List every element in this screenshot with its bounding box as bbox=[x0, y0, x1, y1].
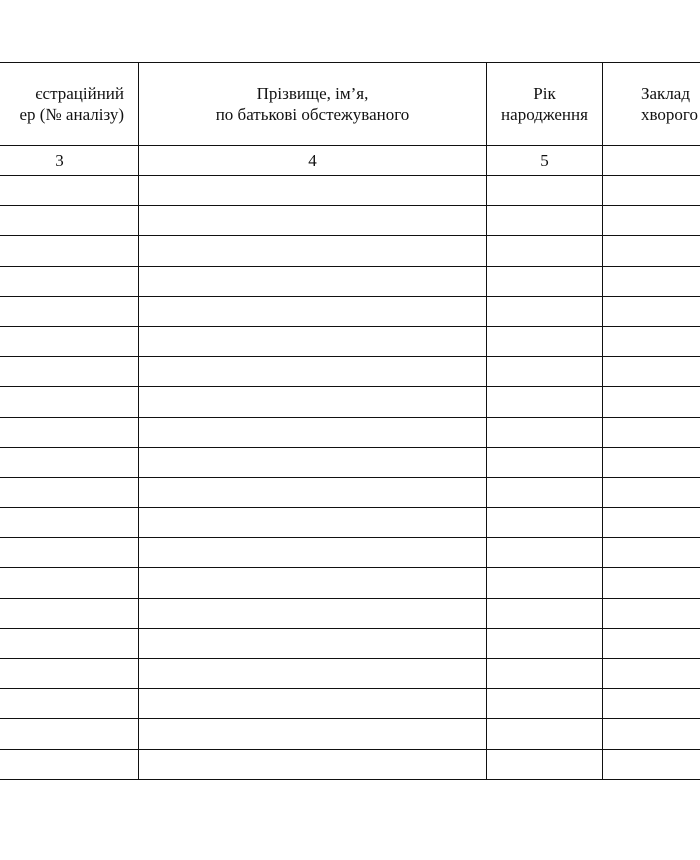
table-cell[interactable] bbox=[0, 296, 139, 326]
header-birth-year bbox=[487, 63, 603, 146]
table-cell[interactable] bbox=[487, 749, 603, 779]
table-row bbox=[0, 477, 700, 507]
table-cell[interactable] bbox=[603, 508, 700, 538]
table-cell[interactable] bbox=[603, 236, 700, 266]
register-table bbox=[0, 62, 700, 780]
header-row bbox=[0, 63, 700, 146]
table-cell[interactable] bbox=[0, 477, 139, 507]
table-cell[interactable] bbox=[487, 357, 603, 387]
column-number: 4 bbox=[139, 146, 487, 176]
table-row bbox=[0, 417, 700, 447]
table-cell[interactable] bbox=[139, 176, 487, 206]
table-row bbox=[0, 719, 700, 749]
table-row bbox=[0, 598, 700, 628]
table-cell[interactable] bbox=[139, 447, 487, 477]
header-line: єстраційний bbox=[35, 84, 124, 103]
table-cell[interactable] bbox=[139, 538, 487, 568]
table-cell[interactable] bbox=[0, 508, 139, 538]
table-cell[interactable] bbox=[487, 568, 603, 598]
table-cell[interactable] bbox=[139, 508, 487, 538]
table-cell[interactable] bbox=[603, 417, 700, 447]
table-cell[interactable] bbox=[487, 508, 603, 538]
table-cell[interactable] bbox=[139, 477, 487, 507]
table-cell[interactable] bbox=[487, 689, 603, 719]
table-row bbox=[0, 538, 700, 568]
table-cell[interactable] bbox=[603, 628, 700, 658]
table-row bbox=[0, 357, 700, 387]
table-row bbox=[0, 628, 700, 658]
table-cell[interactable] bbox=[487, 659, 603, 689]
table-cell[interactable] bbox=[487, 628, 603, 658]
header-line: Прізвище, ім’я, bbox=[256, 84, 369, 103]
table-cell[interactable] bbox=[603, 266, 700, 296]
table-cell[interactable] bbox=[487, 206, 603, 236]
table-row bbox=[0, 266, 700, 296]
column-number: 5 bbox=[487, 146, 603, 176]
table-cell[interactable] bbox=[487, 176, 603, 206]
table-cell[interactable] bbox=[139, 357, 487, 387]
table-cell[interactable] bbox=[0, 387, 139, 417]
header-line: хворого bbox=[641, 105, 698, 124]
table-cell[interactable] bbox=[487, 417, 603, 447]
header-line: Заклад bbox=[641, 84, 690, 103]
table-cell[interactable] bbox=[603, 749, 700, 779]
table-cell[interactable] bbox=[0, 176, 139, 206]
table-cell[interactable] bbox=[139, 719, 487, 749]
column-number-row bbox=[0, 146, 700, 176]
table-cell[interactable] bbox=[139, 598, 487, 628]
table-cell[interactable] bbox=[0, 266, 139, 296]
header-line: Рік bbox=[533, 84, 556, 103]
table-cell[interactable] bbox=[0, 357, 139, 387]
table-cell[interactable] bbox=[603, 206, 700, 236]
table-cell[interactable] bbox=[487, 326, 603, 356]
table-cell[interactable] bbox=[139, 296, 487, 326]
table-cell[interactable] bbox=[0, 236, 139, 266]
table-row bbox=[0, 206, 700, 236]
table-cell[interactable] bbox=[487, 387, 603, 417]
table-cell[interactable] bbox=[0, 598, 139, 628]
table-cell[interactable] bbox=[0, 206, 139, 236]
table-cell[interactable] bbox=[603, 447, 700, 477]
table-cell[interactable] bbox=[603, 538, 700, 568]
table-cell[interactable] bbox=[139, 628, 487, 658]
table-cell[interactable] bbox=[603, 568, 700, 598]
table-cell[interactable] bbox=[603, 477, 700, 507]
table-cell[interactable] bbox=[139, 206, 487, 236]
table-cell[interactable] bbox=[487, 296, 603, 326]
table-cell[interactable] bbox=[487, 598, 603, 628]
table-row bbox=[0, 176, 700, 206]
table-cell[interactable] bbox=[487, 477, 603, 507]
table-row bbox=[0, 236, 700, 266]
table-cell[interactable] bbox=[603, 719, 700, 749]
table-cell[interactable] bbox=[0, 326, 139, 356]
table-cell[interactable] bbox=[0, 659, 139, 689]
table-row bbox=[0, 447, 700, 477]
table-cell[interactable] bbox=[0, 719, 139, 749]
table-cell[interactable] bbox=[603, 176, 700, 206]
table-cell[interactable] bbox=[0, 628, 139, 658]
table-row bbox=[0, 689, 700, 719]
table-cell[interactable] bbox=[0, 568, 139, 598]
table-cell[interactable] bbox=[603, 357, 700, 387]
table-cell[interactable] bbox=[0, 538, 139, 568]
table-row bbox=[0, 508, 700, 538]
table-cell[interactable] bbox=[139, 266, 487, 296]
table-cell[interactable] bbox=[0, 417, 139, 447]
table-cell[interactable] bbox=[139, 236, 487, 266]
table-cell[interactable] bbox=[0, 749, 139, 779]
table-cell[interactable] bbox=[0, 447, 139, 477]
table-cell[interactable] bbox=[603, 326, 700, 356]
table-cell[interactable] bbox=[139, 387, 487, 417]
table-cell[interactable] bbox=[139, 417, 487, 447]
table-row bbox=[0, 659, 700, 689]
table-cell[interactable] bbox=[603, 296, 700, 326]
table-row bbox=[0, 749, 700, 779]
header-line: ер (№ аналізу) bbox=[19, 105, 124, 124]
table-cell[interactable] bbox=[603, 387, 700, 417]
table-row bbox=[0, 387, 700, 417]
table-cell[interactable] bbox=[487, 538, 603, 568]
column-number bbox=[603, 146, 700, 176]
table-cell[interactable] bbox=[603, 659, 700, 689]
header-institution bbox=[603, 63, 700, 146]
table-row bbox=[0, 296, 700, 326]
table-row bbox=[0, 326, 700, 356]
table-cell[interactable] bbox=[487, 266, 603, 296]
header-line: народження bbox=[501, 105, 588, 124]
table-row bbox=[0, 568, 700, 598]
table-cell[interactable] bbox=[0, 689, 139, 719]
table-cell[interactable] bbox=[603, 689, 700, 719]
column-number: 3 bbox=[0, 146, 139, 176]
table-cell[interactable] bbox=[603, 598, 700, 628]
table-cell[interactable] bbox=[487, 447, 603, 477]
header-line: по батькові обстежуваного bbox=[215, 105, 410, 124]
table-cell[interactable] bbox=[487, 236, 603, 266]
table-cell[interactable] bbox=[139, 659, 487, 689]
header-registration-number bbox=[0, 63, 139, 146]
table-cell[interactable] bbox=[139, 326, 487, 356]
table-cell[interactable] bbox=[139, 568, 487, 598]
header-full-name bbox=[139, 63, 487, 146]
table-cell[interactable] bbox=[139, 689, 487, 719]
table-cell[interactable] bbox=[139, 749, 487, 779]
table-cell[interactable] bbox=[487, 719, 603, 749]
